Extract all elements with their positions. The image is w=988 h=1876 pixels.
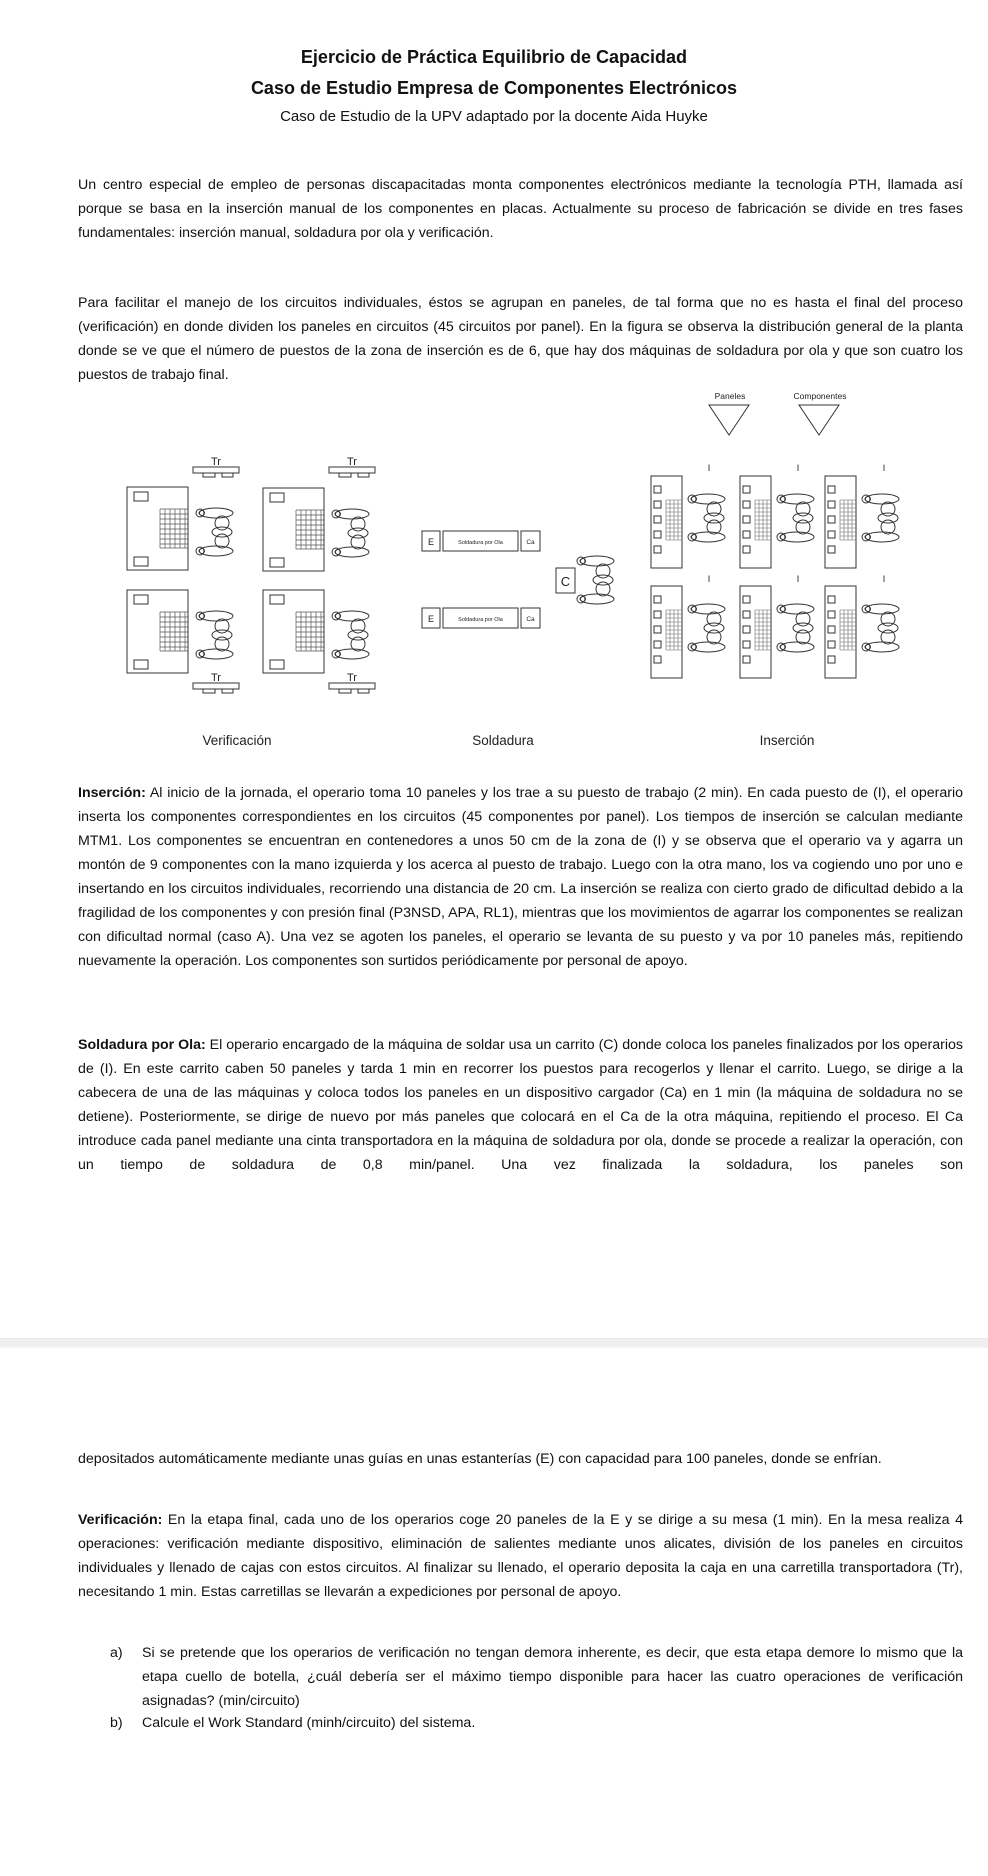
section-label-soldering: Soldadura xyxy=(472,733,534,748)
insertion-marker: I xyxy=(882,574,886,584)
loader-label: Ca xyxy=(526,539,535,546)
document-attribution: Caso de Estudio de la UPV adaptado por la docente Aida Huyke xyxy=(280,108,708,125)
question-a xyxy=(110,1641,963,1713)
plant-layout-diagram xyxy=(0,380,988,760)
operator-icon xyxy=(332,611,369,659)
document-subtitle-case: Caso de Estudio Empresa de Componentes Electrónicos xyxy=(250,78,738,98)
trolley-label: Tr xyxy=(211,672,221,684)
storage-label: E xyxy=(427,614,435,624)
soldering-paragraph xyxy=(78,1033,963,1177)
trolley-label: Tr xyxy=(347,456,357,468)
question-label: a) xyxy=(110,1645,123,1661)
insertion-marker: I xyxy=(796,574,800,584)
verification-table xyxy=(263,590,324,673)
insertion-table xyxy=(825,586,856,678)
insertion-heading: Inserción: xyxy=(78,785,146,801)
insertion-marker: I xyxy=(707,574,711,584)
verification-text: En la etapa final, cada uno de los operarios coge 20 paneles de la E y se dirige a su mesa (1 min). En la mesa realiza 4 operaciones: verificación mediante dispositivo, eliminación de salientes mediante unos alicates, división de los paneles en circuitos individuales y llenado de cajas con estos circuitos. Al finalizar su llenado, el operario deposita la caja en una carretilla transportadora (Tr), necesitando 1 min. Estas carretillas se llevarán a expediciones por personal de apoyo. xyxy=(78,1512,963,1600)
operator-icon xyxy=(688,604,725,652)
section-label-insertion: Inserción xyxy=(759,733,815,748)
verification-table xyxy=(263,488,324,571)
machine-label: Soldadura por Ola xyxy=(458,617,503,623)
trolley-icon xyxy=(329,467,375,477)
soldering-continuation-paragraph: depositados automáticamente mediante unas guías en unas estanterías (E) con capacidad para 100 paneles, donde se enfrían. xyxy=(78,1451,882,1467)
panels-label: Paneles xyxy=(714,391,746,401)
operator-icon xyxy=(196,508,233,556)
operator-icon xyxy=(862,604,899,652)
document-title: Ejercicio de Práctica Equilibrio de Capacidad xyxy=(300,47,688,67)
soldering-text: El operario encargado de la máquina de soldar usa un carrito (C) donde coloca los paneles finalizados por los operarios de (I). En este carrito caben 50 paneles y tarda 1 min en recorrer los puestos para recogerlos y llenar el carrito. Luego, se dirige a la cabecera de una de las máquinas y coloca todos los paneles en un dispositivo cargador (Ca) en 1 min (la máquina de soldadura no se detiene). Posteriormente, se dirige de nuevo por más paneles que colocará en el Ca de la otra máquina, repitiendo el proceso. El Ca introduce cada panel mediante una cinta transportadora en la máquina de soldadura por ola, donde se procede a realizar la operación, con un tiempo de soldadura de 0,8 min/panel. Una vez finalizada la soldadura, los paneles son xyxy=(78,1037,963,1173)
insertion-table xyxy=(740,586,771,678)
panels-container-triangle xyxy=(709,405,749,435)
insertion-marker: I xyxy=(796,463,800,473)
question-text: Calcule el Work Standard (minh/circuito) del sistema. xyxy=(142,1715,476,1731)
verification-heading: Verificación: xyxy=(78,1512,163,1528)
verification-paragraph xyxy=(78,1508,963,1604)
insertion-table xyxy=(825,476,856,568)
components-container-triangle xyxy=(799,405,839,435)
soldering-heading: Soldadura por Ola: xyxy=(78,1037,206,1053)
question-label: b) xyxy=(110,1715,123,1731)
components-label: Componentes xyxy=(793,391,847,401)
question-b xyxy=(110,1711,963,1735)
verification-table xyxy=(127,590,188,673)
operator-icon xyxy=(777,604,814,652)
insertion-marker: I xyxy=(882,463,886,473)
insertion-marker: I xyxy=(707,463,711,473)
trolley-label: Tr xyxy=(211,456,221,468)
cart-label: C xyxy=(560,574,571,589)
trolley-label: Tr xyxy=(347,672,357,684)
trolley-icon xyxy=(193,467,239,477)
operator-icon xyxy=(862,494,899,542)
trolley-icon xyxy=(329,683,375,693)
insertion-paragraph xyxy=(78,781,963,973)
operator-icon xyxy=(577,556,614,604)
operator-icon xyxy=(196,611,233,659)
operator-icon xyxy=(332,509,369,557)
operator-icon xyxy=(777,494,814,542)
machine-label: Soldadura por Ola xyxy=(458,540,503,546)
insertion-table xyxy=(651,476,682,568)
section-label-verification: Verificación xyxy=(202,733,272,748)
intro-paragraph-2: Para facilitar el manejo de los circuitos individuales, éstos se agrupan en paneles, de tal forma que no es hasta el final del proceso (verificación) en donde dividen los paneles en circuitos (45 circuitos por panel). En la figura se observa la distribución general de la planta donde se ve que el número de puestos de la zona de inserción es de 6, que hay dos máquinas de soldadura por ola y que son cuatro los puestos de trabajo final. xyxy=(78,295,963,383)
trolley-icon xyxy=(193,683,239,693)
verification-table xyxy=(127,487,188,570)
insertion-table xyxy=(740,476,771,568)
insertion-text: Al inicio de la jornada, el operario toma 10 paneles y los trae a su puesto de trabajo (2 min). En cada puesto de (I), el operario inserta los componentes correspondientes en los circuitos (45 componentes por panel). Los tiempos de inserción se calculan mediante MTM1. Los componentes se encuentran en contenedores a unos 50 cm de la zona de (I) y se observa que el operario va y agarra un montón de 9 componentes con la mano izquierda y los acerca al puesto de trabajo. Luego con la otra mano, los va cogiendo uno por uno e insertando en los circuitos individuales, recorriendo una distancia de 20 cm. La inserción se realiza con cierto grado de dificultad debido a la fragilidad de los componentes y con presión final (P3NSD, APA, RL1), mientras que los movimientos de agarrar los componentes se realizan con dificultad normal (caso A). Una vez se agoten los paneles, el operario se levanta de su puesto y va por 10 paneles más, repitiendo nuevamente la operación. Los componentes son surtidos periódicamente por personal de apoyo. xyxy=(78,785,963,969)
intro-paragraph-1: Un centro especial de empleo de personas discapacitadas monta componentes electrónicos mediante la tecnología PTH, llamada así porque se basa en la inserción manual de los componentes en placas. Actualmente su proceso de fabricación se divide en tres fases fundamentales: inserción manual, soldadura por ola y verificación. xyxy=(78,177,963,241)
storage-label: E xyxy=(427,537,435,547)
operator-icon xyxy=(688,494,725,542)
insertion-table xyxy=(651,586,682,678)
loader-label: Ca xyxy=(526,616,535,623)
page-break xyxy=(0,1338,988,1348)
question-text: Si se pretende que los operarios de verificación no tengan demora inherente, es decir, que esta etapa demore lo mismo que la etapa cuello de botella, ¿cuál debería ser el máximo tiempo disponible para hacer las cuatro operaciones de verificación asignadas? (min/circuito) xyxy=(142,1645,963,1709)
